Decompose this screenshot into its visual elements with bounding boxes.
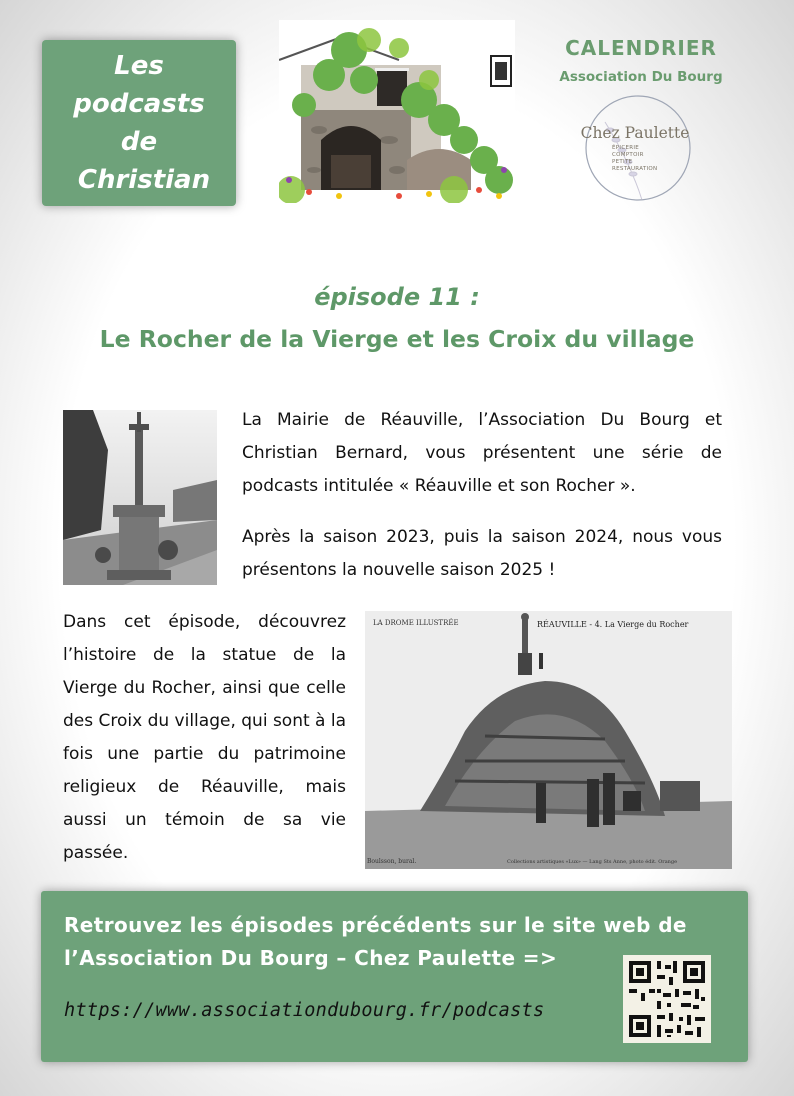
stone-cross-photo	[63, 410, 217, 585]
logo-subtitle	[612, 145, 672, 173]
episode-number: épisode 11 :	[314, 283, 480, 311]
seasons-paragraph: Après la saison 2023, puis la saison 2024, nous vous présentons la nouvelle saison 2025 !	[242, 527, 722, 580]
vierge-du-rocher-postcard	[365, 611, 732, 869]
house-illustration	[279, 20, 515, 203]
podcast-url-link[interactable]: https://www.associationdubourg.fr/podcasts	[64, 1000, 545, 1021]
calendar-heading: CALENDRIER	[565, 36, 717, 60]
description-paragraph: Dans cet épisode, découvrez l’histoire de la statue de la Vierge du Rocher, ainsi que celle des Croix du village, qui sont à la fois une partie du patrimoine religieux de Réauville, mais aussi un témoin de sa vie passée.	[63, 612, 347, 863]
intro-paragraph: La Mairie de Réauville, l’Association Du Bourg et Christian Bernard, vous présentent une série de podcasts intitulée « Réauville et son Rocher ».	[242, 410, 722, 496]
logo-name: Chez Paulette	[580, 124, 690, 142]
association-name: Association Du Bourg	[559, 69, 723, 85]
logo-subtitle-line: COMPTOIR	[612, 152, 644, 158]
podcast-title-box	[42, 40, 236, 206]
postcard-caption: Collections artistiques «Lux» — Lang Sts Anne, photo édit. Orange	[507, 859, 678, 865]
logo-subtitle-line: PETITE RESTAURATION	[612, 159, 658, 172]
postcard-caption: RÉAUVILLE - 4. La Vierge du Rocher	[537, 620, 689, 629]
qr-code-icon[interactable]	[623, 955, 711, 1043]
title-line: de	[120, 127, 158, 157]
postcard-caption: Boulsson, bural.	[367, 858, 417, 865]
title-line: Les	[114, 51, 164, 81]
title-line: podcasts	[73, 89, 205, 119]
episode-title: Le Rocher de la Vierge et les Croix du village	[99, 325, 695, 353]
title-line: Christian	[77, 165, 211, 195]
postcard-caption: LA DROME ILLUSTRÉE	[373, 619, 459, 627]
logo-subtitle-line: ÉPICERIE	[612, 145, 640, 151]
footer-text: Retrouvez les épisodes précédents sur le site web de l’Association Du Bourg – Chez Paulette =>	[64, 913, 687, 970]
